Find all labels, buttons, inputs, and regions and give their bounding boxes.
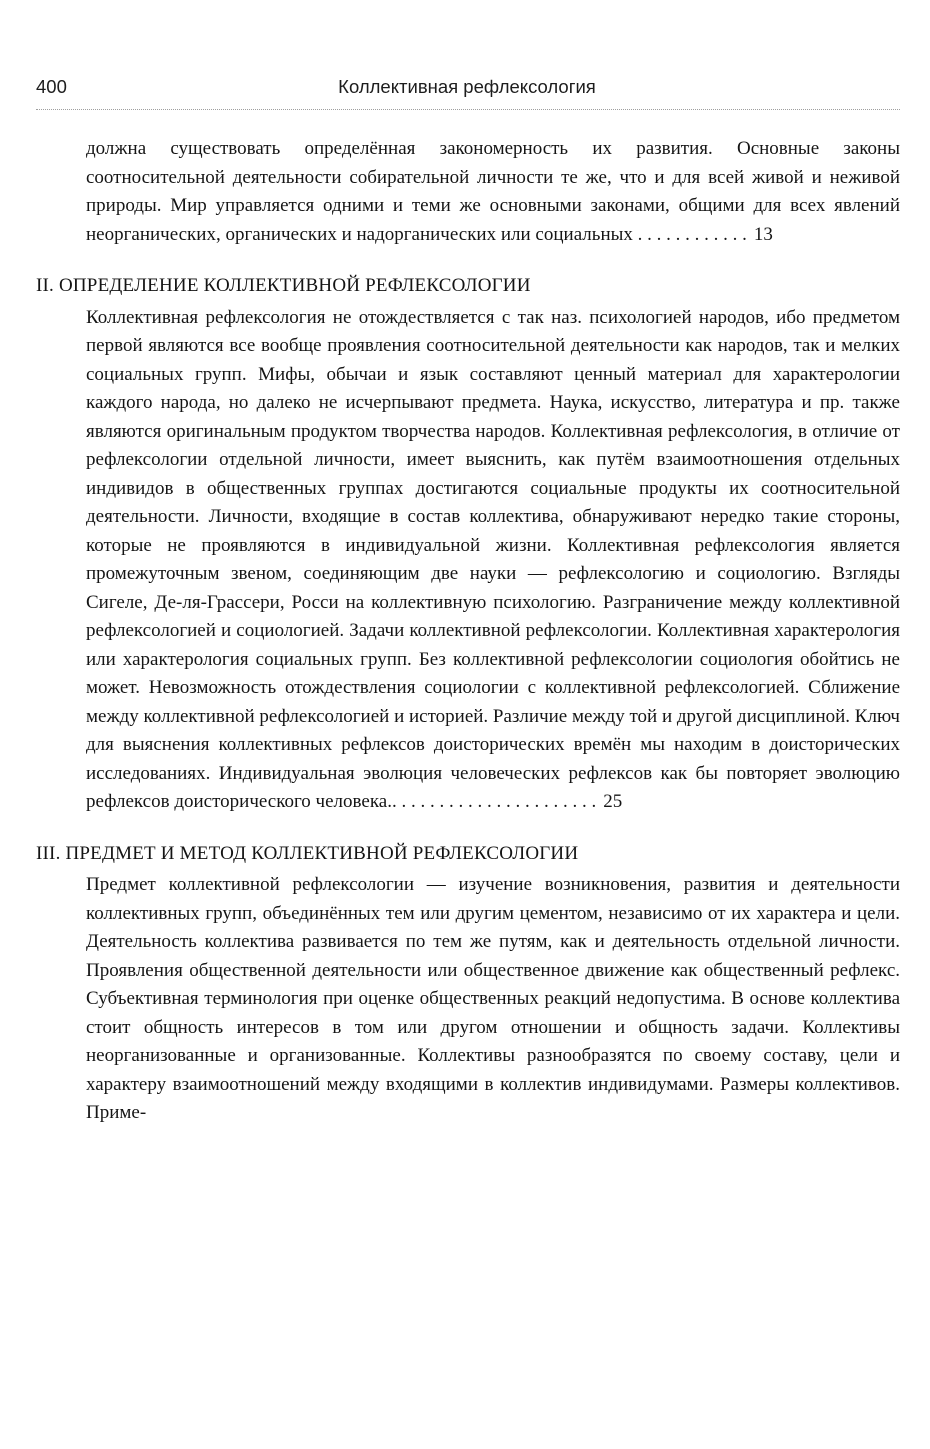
dot-leader: . . . . . . . . . . . . [632, 223, 747, 245]
toc-entry-body: должна существовать определённая закономерность их развития. Основные законы соотносительной деятельности собирательной личности те же, что и для всей живой и неживой природы. Мир управляется одними и теми же основными законами, общими для всех явлений неорганических, органических и надорганических или социальных [86, 138, 900, 245]
toc-section-heading: II. ОПРЕДЕЛЕНИЕ КОЛЛЕКТИВНОЙ РЕФЛЕКСОЛОГИИ [36, 275, 531, 296]
page-number: 400 [36, 76, 67, 97]
toc-entry-text [86, 871, 900, 1128]
toc-entry-text [86, 304, 900, 817]
toc-entry-body: Предмет коллективной рефлексологии — изучение возникновения, развития и деятельности коллективных групп, объединённых тем или другим цементом, независимо от их характера и цели. Деятельность коллектива развивается по тем же путям, как и деятельность отдельной личности. Проявления общественной деятельности или общественное движение как общественный рефлекс. Субъективная терминология при оценке общественных реакций недопустима. В основе коллектива стоит общность интересов в том или другом отношении и общность задачи. Коллективы неорганизованные и организованные. Коллективы разнообразятся по своему составу, цели и характеру взаимоотношений между входящими в коллектив индивидумами. Размеры коллективов. Приме- [86, 874, 900, 1123]
dot-leader: . . . . . . . . . . . . . . . . . . . . . [396, 791, 597, 812]
toc-page-ref: 25 [603, 791, 623, 812]
page-header [36, 76, 900, 109]
toc-section-heading: III. ПРЕДМЕТ И МЕТОД КОЛЛЕКТИВНОЙ РЕФЛЕКСОЛОГИИ [36, 842, 579, 864]
toc-entry-text [86, 135, 900, 249]
toc-page-ref: 13 [753, 223, 773, 245]
toc-entry [36, 840, 900, 1128]
toc-entry [36, 272, 900, 817]
toc-entry-body: Коллективная рефлексология не отождествляется с так наз. психологией народов, ибо предметом первой являются все вообще проявления соотносительной деятельности как народов, так и мелких социальных групп. Мифы, обычаи и язык составляют ценный материал для характерологии каждого народа, но далеко не исчерпывают предмета. Наука, искусство, литература и пр. также являются оригинальным продуктом творчества народов. Коллективная рефлексология, в отличие от рефлексологии отдельной личности, имеет выяснить, как путём взаимоотношения отдельных индивидов в общественных группах достигаются социальные продукты их соотносительной деятельности. Личности, входящие в состав коллектива, обнаруживают нередко такие стороны, которые не проявляются в индивидуальной жизни. Коллективная рефлексология является промежуточным звеном, соединяющим две науки — рефлексологию и социологию. Взгляды Сигеле, Де-ля-Грассери, Росси на коллективную психологию. Разграничение между коллективной рефлексологией и социологией. Задачи коллективной рефлексологии. Коллективная характерология или характерология социальных групп. Без коллективной рефлексологии социология обойтись не может. Невозможность отождествления социологии с коллективной рефлексологией. Сближение между коллективной рефлексологией и историей. Различие между той и другой дисциплиной. Ключ для выяснения коллективных рефлексов доисторических времён мы находим в доисторических исследованиях. Индивидуальная эволюция человеческих рефлексов как бы повторяет эволюцию рефлексов доисторического человека.. [86, 306, 900, 812]
toc-entry [36, 135, 900, 249]
table-of-contents [36, 110, 900, 1128]
running-title: Коллективная рефлексология [338, 76, 596, 97]
